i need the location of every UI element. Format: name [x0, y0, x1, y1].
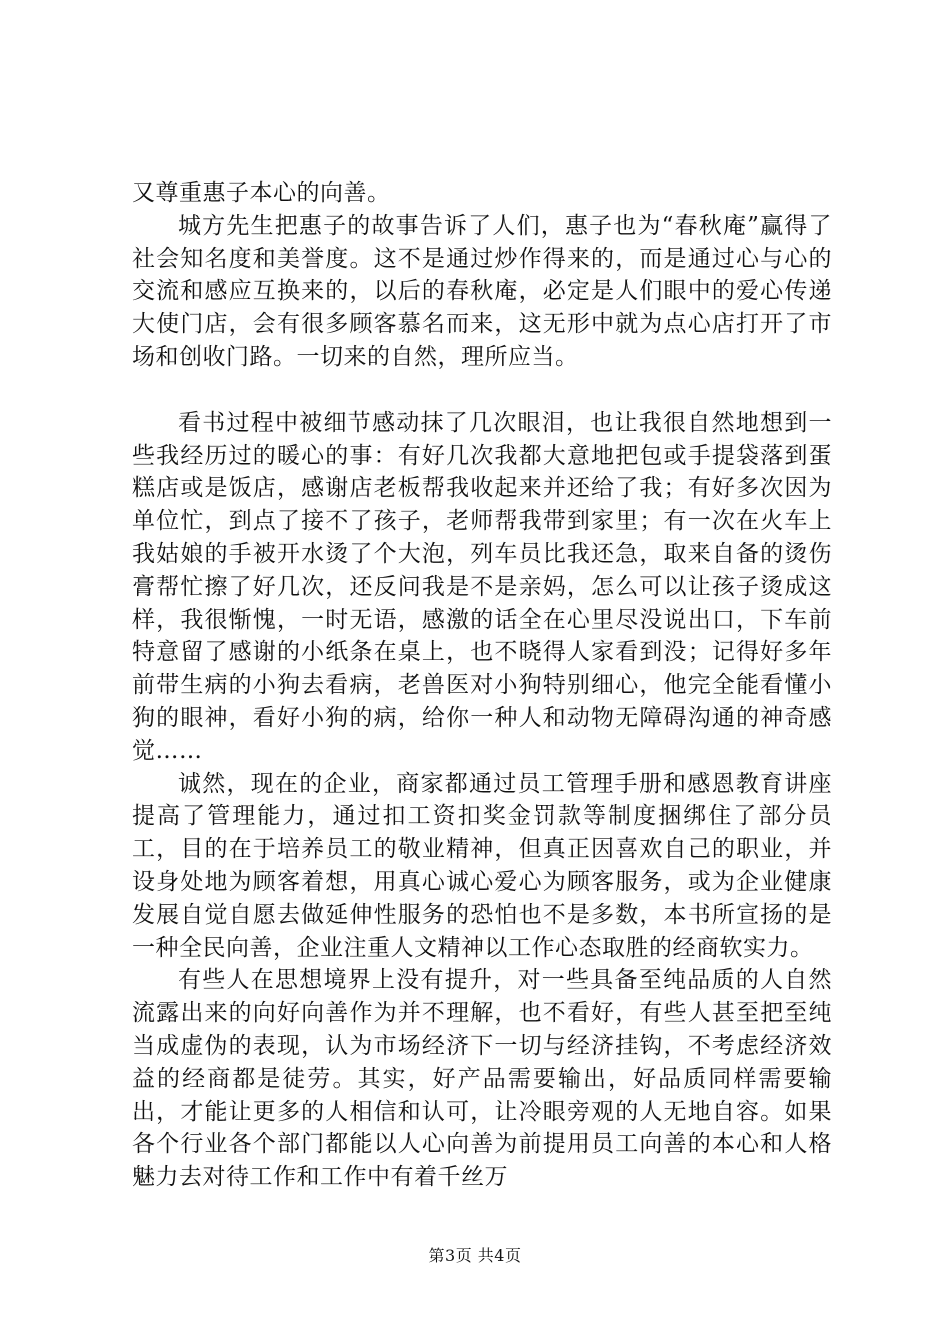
paragraph-chengfang: 城方先生把惠子的故事告诉了人们，惠子也为“春秋庵”赢得了社会知名度和美誉度。这不是通过炒作得来的，而是通过心与心的交流和感应互换来的，以后的春秋庵，必定是人们眼中的爱心传递大使门店，会有很多顾客慕名而来，这无形中就为点心店打开了市场和创收门路。一切来的自然，理所应当。 [132, 212, 832, 370]
page-footer: 第3页 共4页 [428, 1246, 522, 1265]
paragraph-gap [132, 374, 832, 407]
body-text [132, 177, 832, 1194]
paragraph-thinking: 有些人在思想境界上没有提升，对一些具备至纯品质的人自然流露出来的向好向善作为并不理解，也不看好，有些人甚至把至纯当成虚伪的表现，认为市场经济下一切与经济挂钩，不考虑经济效益的经商都是徒劳。其实，好产品需要输出，好品质同样需要输出，才能让更多的人相信和认可，让冷眼旁观的人无地自容。如果各个行业各个部门都能以人心向善为前提用员工向善的本心和人格魅力去对待工作和工作中有着千丝万 [132, 967, 832, 1191]
paragraph-continuation: 又尊重惠子本心的向善。 [132, 180, 391, 206]
paragraph-reading-memories: 看书过程中被细节感动抹了几次眼泪，也让我很自然地想到一些我经历过的暖心的事：有好几次我都大意地把包或手提袋落到蛋糕店或是饭店，感谢店老板帮我收起来并还给了我；有好多次因为单位忙，到点了接不了孩子，老师帮我带到家里；有一次在火车上我姑娘的手被开水烫了个大泡，列车员比我还急，取来自备的烫伤膏帮忙擦了好几次，还反问我是不是亲妈，怎么可以让孩子烫成这样，我很惭愧，一时无语，感激的话全在心里尽没说出口，下车前特意留了感谢的小纸条在桌上，也不晓得人家看到没；记得好多年前带生病的小狗去看病，老兽医对小狗特别细心，他完全能看懂小狗的眼神，看好小狗的病，给你一种人和动物无障碍沟通的神奇感觉…… [132, 409, 832, 764]
paragraph-enterprise: 诚然，现在的企业，商家都通过员工管理手册和感恩教育讲座提高了管理能力，通过扣工资扣奖金罚款等制度捆绑住了部分员工，目的在于培养员工的敬业精神，但真正因喜欢自己的职业，并设身处地为顾客着想，用真心诚心爱心为顾客服务，或为企业健康发展自觉自愿去做延伸性服务的恐怕也不是多数，本书所宣扬的是一种全民向善，企业注重人文精神以工作心态取胜的经商软实力。 [132, 770, 832, 961]
